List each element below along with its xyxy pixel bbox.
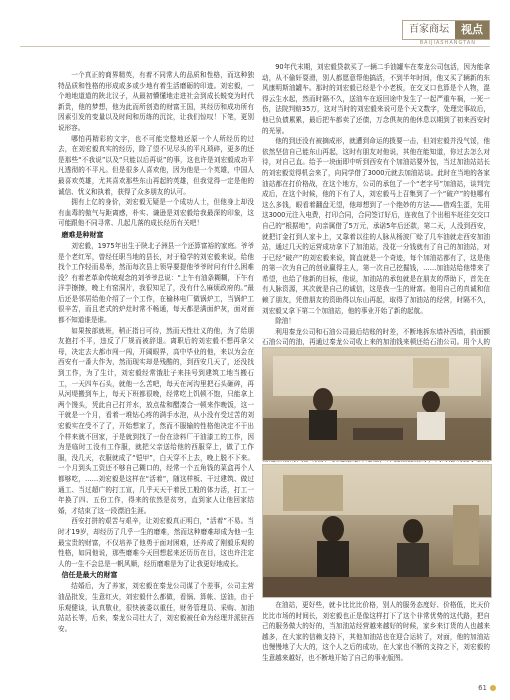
paragraph: 一个真正的商界精英，有着不同常人的品质和性格，而这种独特品质和性格的形成或多或少地有着生活磨砺的印迹。刘宏毅，一个地地道道的陕北汉子，从最初懵懂地走进社会到成长蜕变为时代新贵，他的梦想，他为此而所创造的财富王国，其经历和成功所有因素引发的变量以及时间和历练的沉淀，让我们惊叹！下笔，更别说形容。 — [58, 71, 254, 132]
paragraph: 西安打拼的艰苦与艰辛，让刘宏毅真正明白，“活着”不易。当时才19岁，却经历了几乎一生的磨难，然而这种磨难却成为他一生最宝贵的财富，不仅培养了他勇于面对困难，还养成了刚毅乐观的性格，如同他说，那些磨难今天回想起来还历历在目，这也许注定人的一生不会总是一帆风顺，经历磨难是为了让我更好地成长。 — [58, 517, 254, 568]
caption-text — [262, 600, 490, 690]
subheading: 信任是最大的财富 — [61, 571, 118, 580]
section-header — [402, 20, 490, 40]
paragraph: 90年代末期，刘宏毅贷款买了一辆二手油罐车在秦龙公司包活，因为能拿动，从不偷奸耍滑，别人都愿意帮他搞活，不到半年时间，他又买了辆新的东风康明斯油罐车。那时的刘宏毅已经是个小老板，在交叉口也算是个人物，混得云生水起，然而时隔不久，送油车在返回途中发生了一起严重车祸，一死一伤，法院判赔35万，这对当时的刘宏毅来说可是个天文数字，处理完事故后，他已负债累累，最后把车都卖了还债，万念俱灰的他休息以期到了初来西安时的光景。 — [262, 63, 490, 135]
paragraph: 哪怕再精彩的文字，也不可能完整地还原一个人所经历的过去，在刘宏毅真实的经历，除了望不见尽头的平凡琐碎，更多的还是那些“不我说”以及“只能以后再说”的事，这也许是刘宏毅成功平凡透彻的不平凡。但是很多人喜欢他，因为他是一个英雄，中国人最喜欢英雄，尤其喜欢那些东山再起的英雄，但我觉得一定是他的诚信、忧义和执着，获得了众多朋友的认可。 — [58, 134, 254, 196]
section-badge — [402, 20, 490, 40]
left-text-column — [58, 70, 254, 682]
page-dot-icon — [490, 685, 496, 691]
paragraph: 刘宏毅，1975年出生于陕北子洲县一个还算富裕的家庭。爷爷是个老红军，曾经任职当地的县长，对于稳学的刘宏毅来说，给他找个工作轻而易举，然而每次县上领导要提他爷爷时问有什么困难没？有着老革命传统观念的刘爷爷总说：“上午有油条糊糊，下午有洋芋擦擦，晚上有窑洞片，我很知足了，没有什么麻烦政府的。”最后还是邻居给他介绍了一个工作，在榆林电厂做锅炉工，当锅炉工很辛苦，而且老式的炉灶时常不畅通，每天都是满面炉灰，面对面都不知道谁是谁。 — [58, 241, 254, 325]
paragraph: 如果按部就班，稍正指日可待，然而天性壮义的他，为了给朋友抱打不平，违反了厂规而被辞退。离职后的刘宏毅不想再拿父母，决定去大都市闯一闯，开阔眼界，高中毕业的他，来以为会在西安有一番大作为，然而现实却是残酷的，到西安几天了，还没找到工作，为了生计，刘宏毅经常饿肚子来挂号到建筑工地当搬石工，一天四车石头，就他一么苦吧，每天在河沟里把石头砸碎，再从河堤搬到车上，每天下班都很晚，经常吃上饥顿不饱，只能拿上两个馒头，凭此自己打并水，放点盐和醋凑合一顿来作晚饭，这一干就是一个月，看着一堆钻心疼的满手水泡，从小没有受过苦的刘宏毅实在受不了了，开始想家了，然而不服输的性格他决定不干出个样来就不回家，于是就到找了一份在涂料厂干油漆工的工作，因为是临时工没有工作服，就把父亲送给他的西服穿上，做了工作服，没几天，衣服就成了“铠甲”，白天穿不上去，晚上脱不下来。一个月到头工资还不够自己糊口的，经常一个五角钱的菜盒再个人都够吃，……刘宏毅是这样在“活着”，随这样板、干过建筑、做过通工、当过超广的打工宣，几乎天天干着民工般的体力活，打工一年换了四、五份工作，得来的依然是贫穷，直到家人让他回家结婚，才结束了这一段漂泊生涯。 — [58, 326, 254, 515]
subheading: 磨难是种财富 — [61, 230, 104, 239]
photo-interview — [262, 464, 492, 598]
paragraph: 他的到还没有被摘成形，就遭到命运的拨要一击，但刘宏毅并没气馁，他依然坚信自己能东山再起，这时有朋友对他说，其他在能知道，你过去怎么对待，对自己直。给予一块面即中听到西安有个加油站要外包，当过加油站站长的刘宏毅觉得机会来了，向同学借了3000元就去加油站谈。此时在当地的各家油站都在打价格战，在这个地方，公司的承包了一个“老字号”加油站，谈判完成后，在这个时候，他的下有了人，刘宏毅马上召集到了一个“破产”的他哪有这么多钱，眼看着翻盘无望，他却想到了一个绝妙的方法——借鸡生蛋，先用这3000元注入电费，打印合同，合同签订好后，连夜包了个出租车赶往交交口自己的“根据地”，向亲属借了5万元，承诺5年后还款，第二天，人没到西安，就把订金打到人家卡上，又靠着以往的人脉从杨波厂赊了几车油就走西安加油站，通过几天的运营成功拿下了加油站，没花一分钱就有了自己的加油站，对于已经“破产”的刘宏毅来说，简直就是一个奇迹，每个加油站都有了，这是他的第一次为自己的创业赢得主人，第一次自己挖掘钱，……加油站给他带来了希望，也给了他新的目标，他说，加油站的承包就是在朋友的帮助下，首先在有人脉资源，其次就是自己的诚信，这是我一生的财富。他用自己的真诚和信赖了朋友，凭借朋友的资助得以东山再起，取得了加油站的经营，时隔不久，刘宏毅又拿下第二个加油站，他的事业开始了新的起航。 — [262, 137, 490, 315]
paragraph: 利用秦龙公司和石油公司最后结账的时差，不断地拆东墙补西墙，前面额石油公司的油，再通过秦龙公司收上来的加油钱来顿还给石油公司。用个人的 — [262, 327, 490, 347]
page-number-text: 61 — [478, 684, 487, 692]
right-text-column — [262, 62, 490, 347]
caption-paragraph: 在油站，更好些，就卡比比比价格，别人的服务态度好、价格低，比天价比比市场的时间长，刘宏毅也正是像这样打下了这个非常优势的这代路，把自己的服务做大的好的，当加油站经营越来越好的时候，家乡来订货的人也越来越多，在大家的信赖支持下，其他加油站也在迎合运转了，对面，他的加油站也慢慢地了大大的，这个人之后的成功，在大家也不断的支持之下，刘宏毅的生意越来越好，也不断地开始了自己的事业版图。 — [262, 601, 490, 662]
meeting-photo-image — [263, 348, 491, 460]
brand-label: 百家商坛 — [403, 21, 455, 39]
header-divider — [20, 46, 490, 47]
interview-photo-image — [263, 465, 491, 597]
section-label: 视点 — [455, 21, 489, 39]
paragraph: 除油！ — [275, 317, 295, 326]
page-number — [478, 684, 496, 692]
section-subtitle: BAIJIASHANGTAN — [419, 40, 476, 46]
paragraph: 结婚后，为了养家，刘宏毅在秦龙公司谋了个差事，公司主营油品批发，生意红火，刘宏毅什么都做，看锅、算帐、送油，由于乐观健谈，认真敬业，很快被委以重任，财务管理员、采购、加油站站长等，后来，秦龙公司壮大了，刘宏毅被任命为经理并派驻西安。 — [58, 582, 254, 633]
photo-meeting — [262, 347, 492, 461]
paragraph: 拥有上亿的身价，刘宏毅无疑是一个成功人士，但他身上却没有血毒的傲气与距离感，朴实、谦逊是刘宏毅给我最深的印象，这可能跟他不同寻常、几起几落的成长经历有关吧！ — [58, 198, 254, 228]
